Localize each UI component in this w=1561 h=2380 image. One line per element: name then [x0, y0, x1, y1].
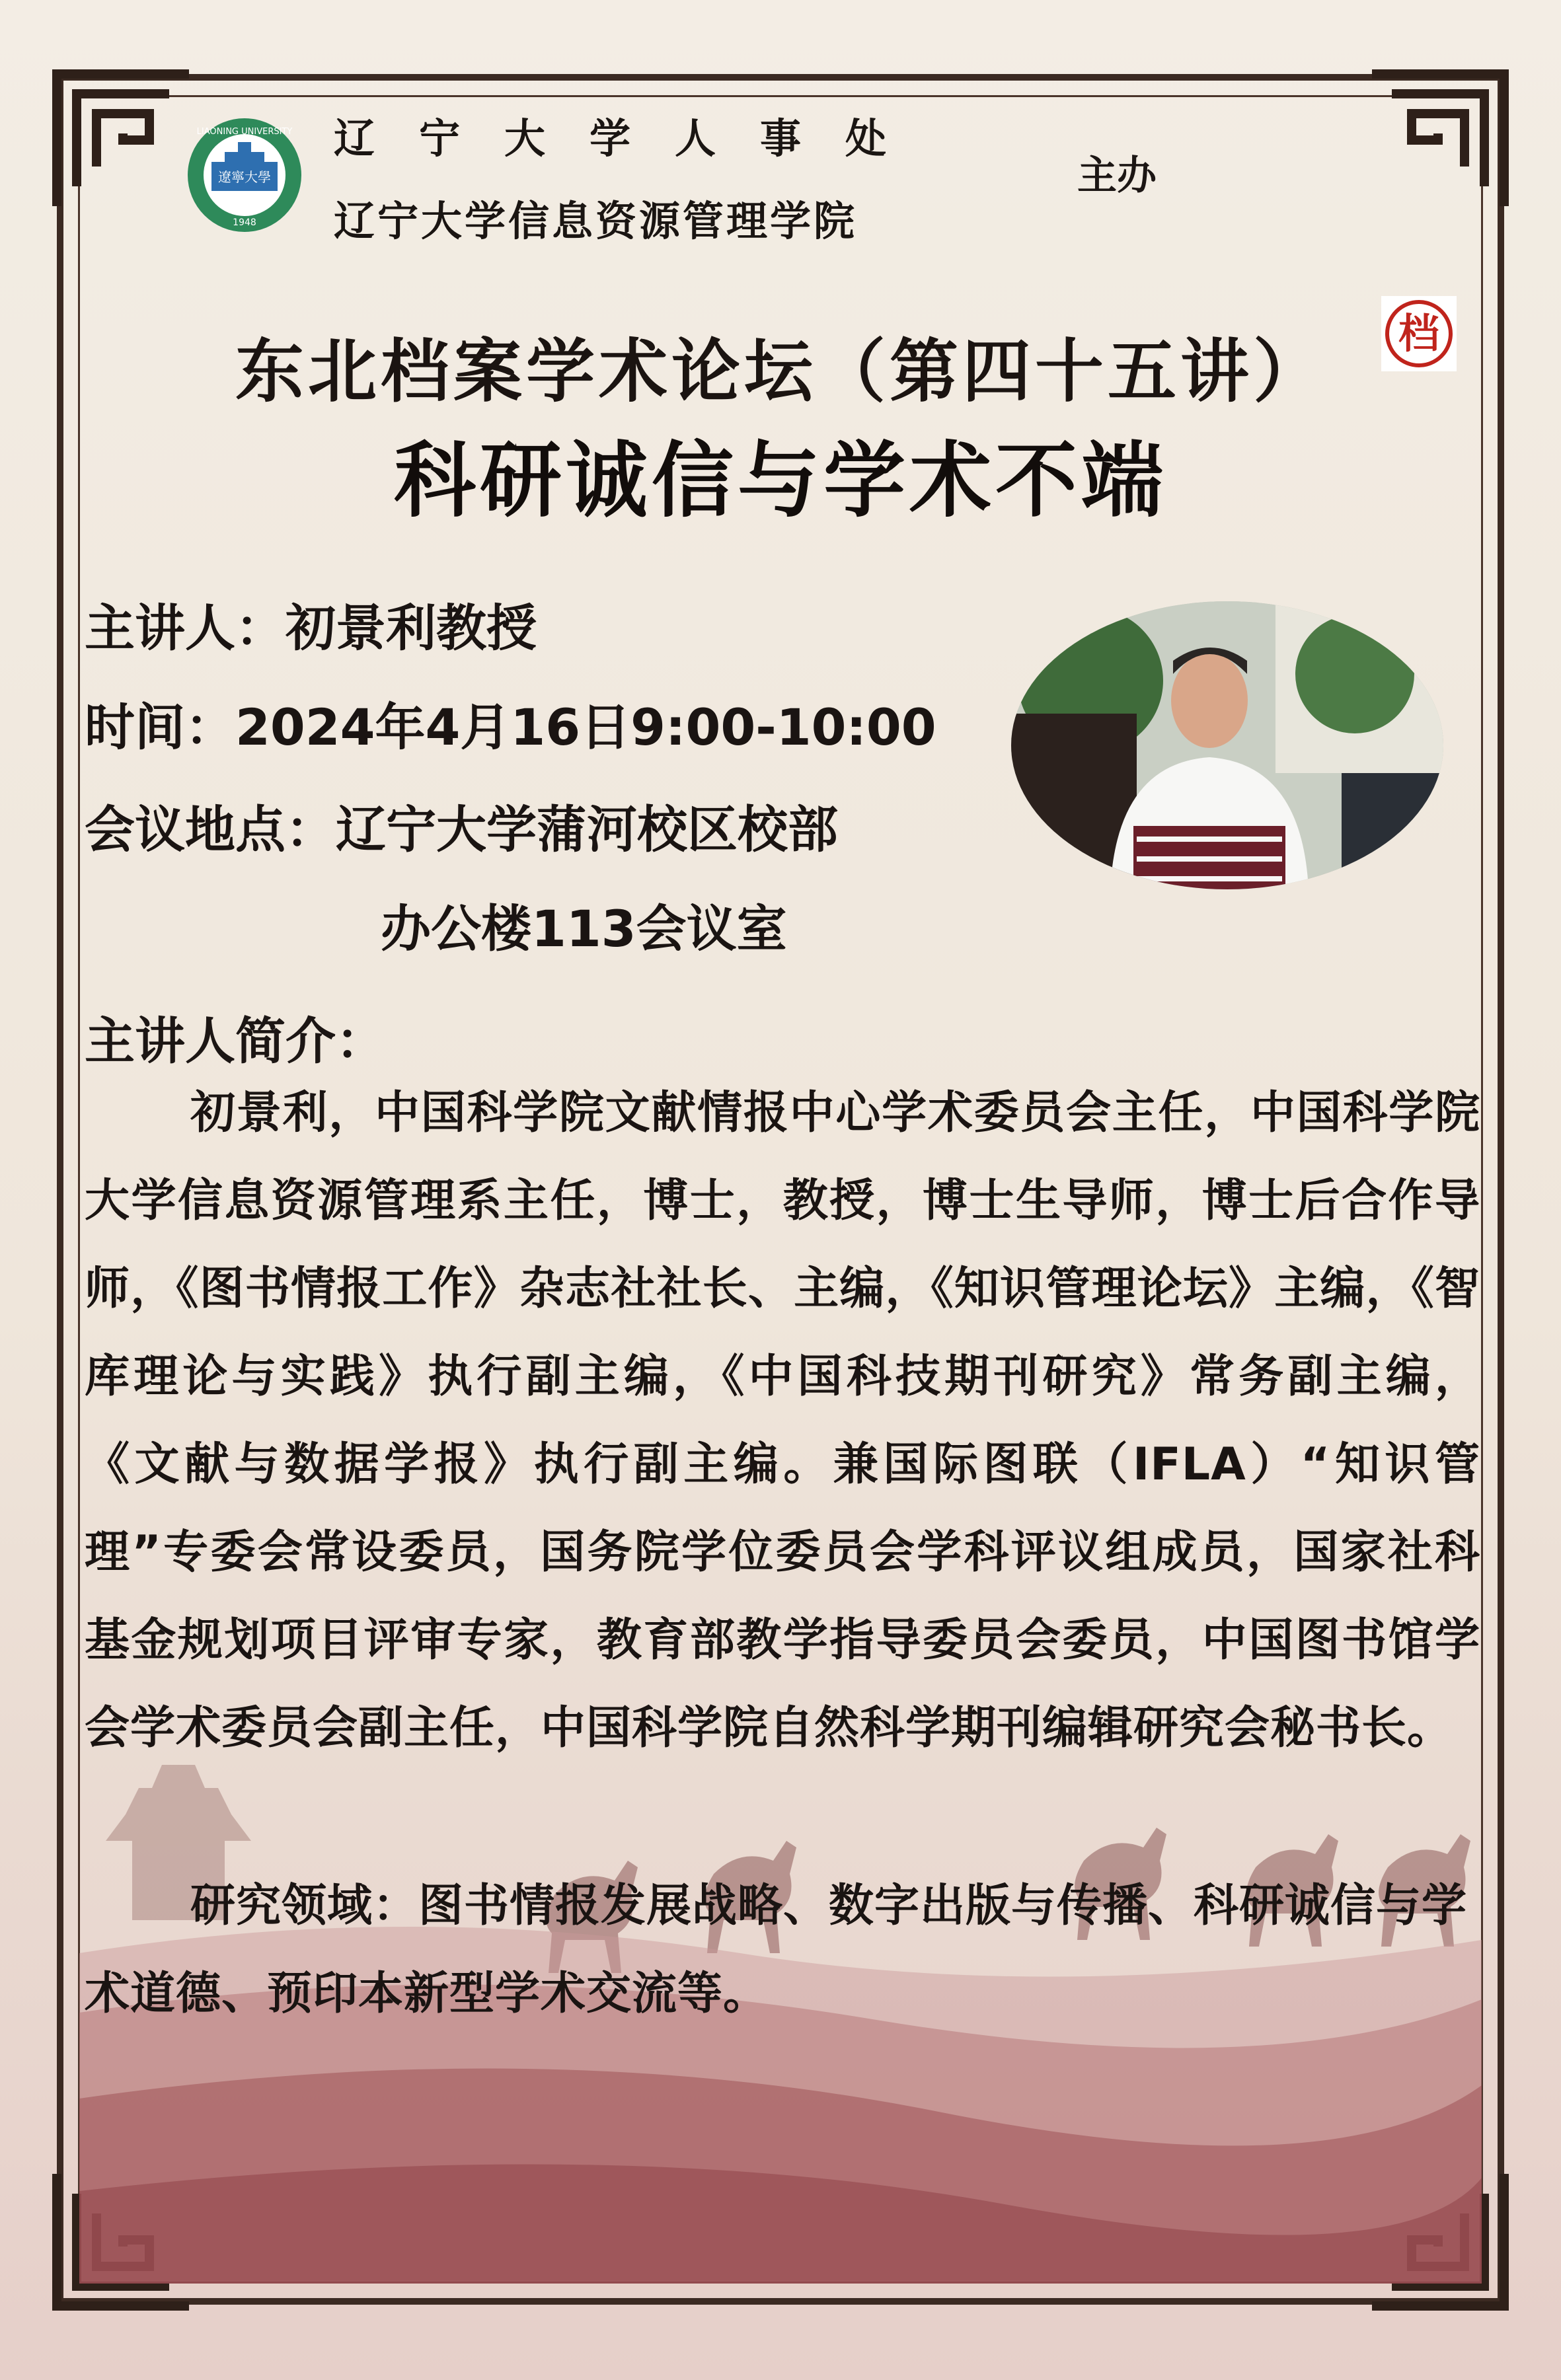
red-seal-icon	[1380, 295, 1458, 373]
university-logo	[185, 116, 304, 235]
organizer-information-school: 辽宁大学信息资源管理学院	[334, 197, 858, 245]
corner-ornament-top-left	[50, 67, 196, 213]
organizer-personnel-office: 辽宁大学人事处	[334, 114, 931, 163]
svg-text:LIAONING UNIVERSITY: LIAONING UNIVERSITY	[196, 127, 293, 137]
forum-title: 东北档案学术论坛（第四十五讲）	[235, 330, 1326, 412]
svg-text:档: 档	[1398, 309, 1440, 357]
time-line: 时间：2024年4月16日9:00-10:00	[85, 698, 936, 757]
venue-line-2: 办公楼113会议室	[381, 899, 787, 958]
bio-heading: 主讲人简介：	[85, 1012, 386, 1070]
speaker-line: 主讲人：初景利教授	[85, 599, 537, 657]
corner-ornament-top-right	[1365, 67, 1511, 213]
lecture-topic: 科研诚信与学术不端	[393, 433, 1167, 529]
speaker-photo	[1011, 601, 1443, 889]
svg-text:1948: 1948	[233, 217, 256, 228]
bio-paragraph: 初景利，中国科学院文献情报中心学术委员会主任，中国科学院大学信息资源管理系主任，博士，教授，博士生导师，博士后合作导师，《图书情报工作》杂志社社长、主编，《知识管理论坛》主编，《智库理论与实践》执行副主编，《中国科技期刊研究》常务副主编， 《文献与数据学报》执行副主编。兼国际图联（IFLA）“知识管理”专委会常设委员，国务院学位委员会学科评议组成员，国家社科基金规划项目评审专家，教育部教学指导委员会委员，中国图书馆学会学术委员会副主任，中国科学院自然科学期刊编辑研究会秘书长。	[85, 1087, 1480, 1754]
research-fields-paragraph: 研究领域：图书情报发展战略、数字出版与传播、科研诚信与学术道德、预印本新型学术交流等。	[85, 1880, 1468, 2020]
host-label: 主办	[1077, 153, 1157, 199]
venue-line-1: 会议地点：辽宁大学蒲河校区校部	[85, 800, 838, 859]
svg-text:遼寧大學: 遼寧大學	[218, 169, 271, 185]
